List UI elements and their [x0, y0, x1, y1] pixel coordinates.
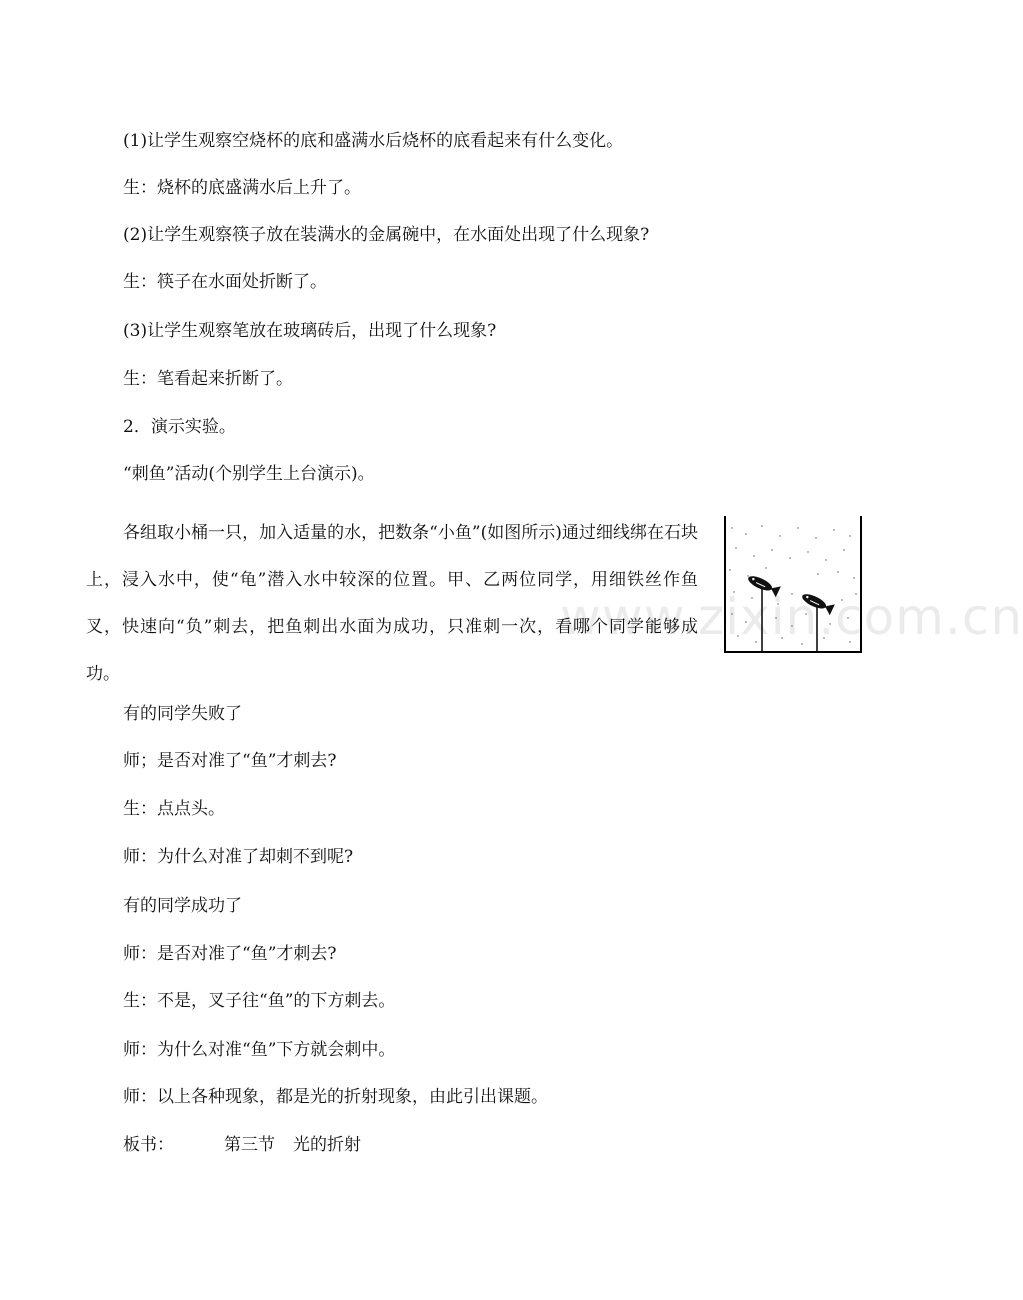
fish-icon [746, 572, 781, 597]
text-line: 生：点点头。 [123, 799, 225, 819]
text-line: 师：是否对准了“鱼”才刺去? [123, 944, 337, 964]
text-line: (2)让学生观察筷子放在装满水的金属碗中，在水面处出现了什么现象? [123, 225, 650, 245]
experiment-paragraph: 各组取小桶一只，加入适量的水，把数条“小鱼”(如图所示)通过细线绑在石块上，浸入水中，使“龟”潜入水中较深的位置。甲、乙两位同学，用细铁丝作鱼叉，快速向“负”刺去，把鱼刺出水面为成功，只准刺一次，看哪个同学能够成功。 [86, 523, 698, 684]
text-line: 生：烧杯的底盛满水后上升了。 [123, 178, 361, 198]
board-heading [123, 1134, 361, 1156]
text-line: 师：为什么对准了却刺不到呢? [123, 847, 354, 867]
fish-bucket-figure [722, 514, 864, 654]
text-line: (1)让学生观察空烧杯的底和盛满水后烧杯的底看起来有什么变化。 [123, 131, 624, 151]
text-line: 师：以上各种现象，都是光的折射现象，由此引出课题。 [123, 1087, 548, 1107]
text-line: (3)让学生观察笔放在玻璃砖后，出现了什么现象? [123, 321, 497, 341]
text-line: 师；是否对准了“鱼”才刺去? [123, 751, 337, 771]
text-line: 生：不是，叉子往“鱼”的下方刺去。 [123, 991, 396, 1011]
text-line: 生：笔看起来折断了。 [123, 369, 293, 389]
text-line: 师：为什么对准“鱼”下方就会刺中。 [123, 1040, 396, 1060]
text-line: 生：筷子在水面处折断了。 [123, 272, 327, 292]
water-dots [729, 525, 856, 644]
text-line: 有的同学成功了 [123, 896, 242, 916]
text-line: “刺鱼”活动(个别学生上台演示)。 [123, 464, 375, 484]
lesson-title: 光的折射 [293, 1135, 361, 1155]
text-line: 有的同学失败了 [123, 704, 242, 724]
section-number: 第三节 [224, 1135, 275, 1155]
text-line: 2．演示实验。 [123, 417, 236, 437]
watermark: www.zixin.com.cn [560, 588, 1023, 646]
board-label: 板书： [123, 1135, 174, 1155]
